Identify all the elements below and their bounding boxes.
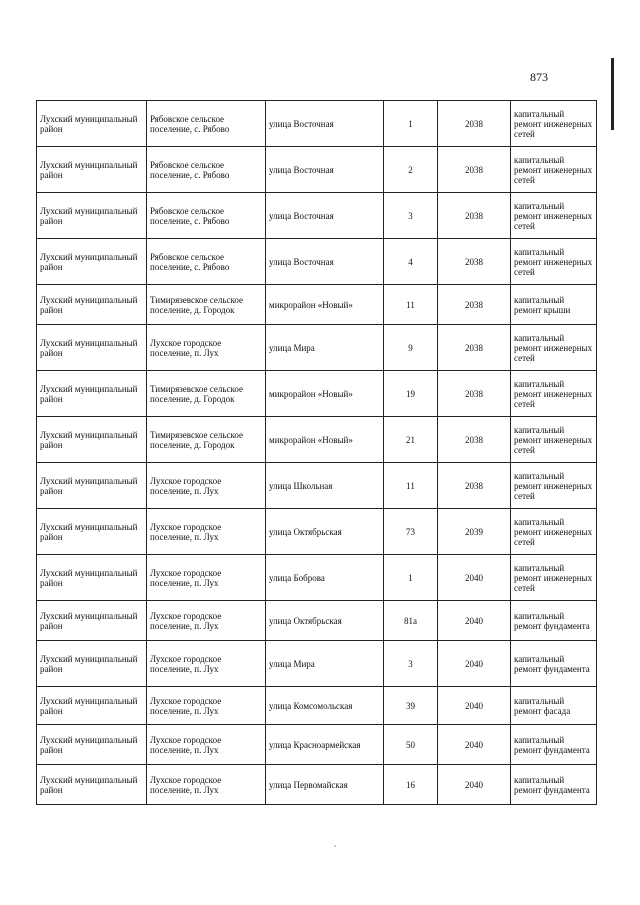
district-cell: Лухский муниципальный район bbox=[37, 147, 147, 193]
settlement-cell: Лухское городское поселение, п. Лух bbox=[147, 555, 266, 601]
repair-schedule-table bbox=[36, 100, 597, 805]
street-cell: микрорайон «Новый» bbox=[266, 285, 384, 325]
year-cell: 2038 bbox=[438, 285, 511, 325]
house-number-cell: 21 bbox=[384, 417, 438, 463]
table-body bbox=[37, 101, 597, 805]
work-type-cell: капитальный ремонт крыши bbox=[511, 285, 597, 325]
house-number-cell: 9 bbox=[384, 325, 438, 371]
settlement-cell: Лухское городское поселение, п. Лух bbox=[147, 463, 266, 509]
year-cell: 2038 bbox=[438, 239, 511, 285]
district-cell: Лухский муниципальный район bbox=[37, 687, 147, 725]
street-cell: улица Восточная bbox=[266, 147, 384, 193]
district-cell: Лухский муниципальный район bbox=[37, 641, 147, 687]
scan-edge-mark bbox=[611, 58, 614, 130]
district-cell: Лухский муниципальный район bbox=[37, 285, 147, 325]
work-type-cell: капитальный ремонт инженерных сетей bbox=[511, 239, 597, 285]
district-cell: Лухский муниципальный район bbox=[37, 417, 147, 463]
street-cell: улица Восточная bbox=[266, 193, 384, 239]
district-cell: Лухский муниципальный район bbox=[37, 463, 147, 509]
work-type-cell: капитальный ремонт фундамента bbox=[511, 601, 597, 641]
settlement-cell: Рябовское сельское поселение, с. Рябово bbox=[147, 147, 266, 193]
year-cell: 2040 bbox=[438, 641, 511, 687]
house-number-cell: 73 bbox=[384, 509, 438, 555]
settlement-cell: Лухское городское поселение, п. Лух bbox=[147, 325, 266, 371]
table-row bbox=[37, 687, 597, 725]
work-type-cell: капитальный ремонт инженерных сетей bbox=[511, 417, 597, 463]
table-row bbox=[37, 417, 597, 463]
settlement-cell: Рябовское сельское поселение, с. Рябово bbox=[147, 239, 266, 285]
settlement-cell: Лухское городское поселение, п. Лух bbox=[147, 687, 266, 725]
year-cell: 2038 bbox=[438, 417, 511, 463]
work-type-cell: капитальный ремонт инженерных сетей bbox=[511, 147, 597, 193]
street-cell: улица Октябрьская bbox=[266, 601, 384, 641]
table-row bbox=[37, 285, 597, 325]
settlement-cell: Тимирязевское сельское поселение, д. Городок bbox=[147, 285, 266, 325]
table-row bbox=[37, 641, 597, 687]
district-cell: Лухский муниципальный район bbox=[37, 509, 147, 555]
work-type-cell: капитальный ремонт фундамента bbox=[511, 725, 597, 765]
work-type-cell: капитальный ремонт инженерных сетей bbox=[511, 371, 597, 417]
year-cell: 2038 bbox=[438, 147, 511, 193]
year-cell: 2038 bbox=[438, 463, 511, 509]
table-row bbox=[37, 725, 597, 765]
street-cell: микрорайон «Новый» bbox=[266, 417, 384, 463]
street-cell: улица Мира bbox=[266, 641, 384, 687]
year-cell: 2039 bbox=[438, 509, 511, 555]
house-number-cell: 50 bbox=[384, 725, 438, 765]
street-cell: улица Октябрьская bbox=[266, 509, 384, 555]
work-type-cell: капитальный ремонт инженерных сетей bbox=[511, 193, 597, 239]
district-cell: Лухский муниципальный район bbox=[37, 101, 147, 147]
year-cell: 2038 bbox=[438, 193, 511, 239]
work-type-cell: капитальный ремонт инженерных сетей bbox=[511, 509, 597, 555]
street-cell: улица Школьная bbox=[266, 463, 384, 509]
work-type-cell: капитальный ремонт фундамента bbox=[511, 641, 597, 687]
work-type-cell: капитальный ремонт фундамента bbox=[511, 765, 597, 805]
year-cell: 2038 bbox=[438, 101, 511, 147]
settlement-cell: Лухское городское поселение, п. Лух bbox=[147, 641, 266, 687]
street-cell: улица Комсомольская bbox=[266, 687, 384, 725]
district-cell: Лухский муниципальный район bbox=[37, 193, 147, 239]
district-cell: Лухский муниципальный район bbox=[37, 239, 147, 285]
house-number-cell: 4 bbox=[384, 239, 438, 285]
work-type-cell: капитальный ремонт инженерных сетей bbox=[511, 463, 597, 509]
district-cell: Лухский муниципальный район bbox=[37, 765, 147, 805]
street-cell: улица Восточная bbox=[266, 101, 384, 147]
settlement-cell: Лухское городское поселение, п. Лух bbox=[147, 601, 266, 641]
district-cell: Лухский муниципальный район bbox=[37, 601, 147, 641]
house-number-cell: 19 bbox=[384, 371, 438, 417]
year-cell: 2038 bbox=[438, 371, 511, 417]
table-row bbox=[37, 101, 597, 147]
house-number-cell: 1 bbox=[384, 101, 438, 147]
year-cell: 2040 bbox=[438, 725, 511, 765]
district-cell: Лухский муниципальный район bbox=[37, 555, 147, 601]
street-cell: микрорайон «Новый» bbox=[266, 371, 384, 417]
settlement-cell: Рябовское сельское поселение, с. Рябово bbox=[147, 193, 266, 239]
settlement-cell: Тимирязевское сельское поселение, д. Городок bbox=[147, 371, 266, 417]
table-row bbox=[37, 325, 597, 371]
work-type-cell: капитальный ремонт фасада bbox=[511, 687, 597, 725]
work-type-cell: капитальный ремонт инженерных сетей bbox=[511, 101, 597, 147]
table-row bbox=[37, 509, 597, 555]
work-type-cell: капитальный ремонт инженерных сетей bbox=[511, 555, 597, 601]
house-number-cell: 3 bbox=[384, 193, 438, 239]
house-number-cell: 81а bbox=[384, 601, 438, 641]
year-cell: 2040 bbox=[438, 601, 511, 641]
settlement-cell: Лухское городское поселение, п. Лух bbox=[147, 765, 266, 805]
year-cell: 2038 bbox=[438, 325, 511, 371]
district-cell: Лухский муниципальный район bbox=[37, 371, 147, 417]
table-row bbox=[37, 193, 597, 239]
house-number-cell: 2 bbox=[384, 147, 438, 193]
house-number-cell: 11 bbox=[384, 285, 438, 325]
settlement-cell: Рябовское сельское поселение, с. Рябово bbox=[147, 101, 266, 147]
house-number-cell: 39 bbox=[384, 687, 438, 725]
street-cell: улица Восточная bbox=[266, 239, 384, 285]
settlement-cell: Лухское городское поселение, п. Лух bbox=[147, 725, 266, 765]
house-number-cell: 1 bbox=[384, 555, 438, 601]
house-number-cell: 16 bbox=[384, 765, 438, 805]
table-row bbox=[37, 601, 597, 641]
table-row bbox=[37, 147, 597, 193]
work-type-cell: капитальный ремонт инженерных сетей bbox=[511, 325, 597, 371]
house-number-cell: 3 bbox=[384, 641, 438, 687]
table-row bbox=[37, 555, 597, 601]
year-cell: 2040 bbox=[438, 687, 511, 725]
table-row bbox=[37, 765, 597, 805]
page-number: 873 bbox=[530, 70, 548, 84]
street-cell: улица Красноармейская bbox=[266, 725, 384, 765]
settlement-cell: Лухское городское поселение, п. Лух bbox=[147, 509, 266, 555]
scan-speck bbox=[334, 845, 336, 847]
street-cell: улица Мира bbox=[266, 325, 384, 371]
year-cell: 2040 bbox=[438, 765, 511, 805]
street-cell: улица Боброва bbox=[266, 555, 384, 601]
street-cell: улица Первомайская bbox=[266, 765, 384, 805]
year-cell: 2040 bbox=[438, 555, 511, 601]
district-cell: Лухский муниципальный район bbox=[37, 325, 147, 371]
table-row bbox=[37, 239, 597, 285]
table-row bbox=[37, 371, 597, 417]
district-cell: Лухский муниципальный район bbox=[37, 725, 147, 765]
settlement-cell: Тимирязевское сельское поселение, д. Городок bbox=[147, 417, 266, 463]
house-number-cell: 11 bbox=[384, 463, 438, 509]
table-row bbox=[37, 463, 597, 509]
